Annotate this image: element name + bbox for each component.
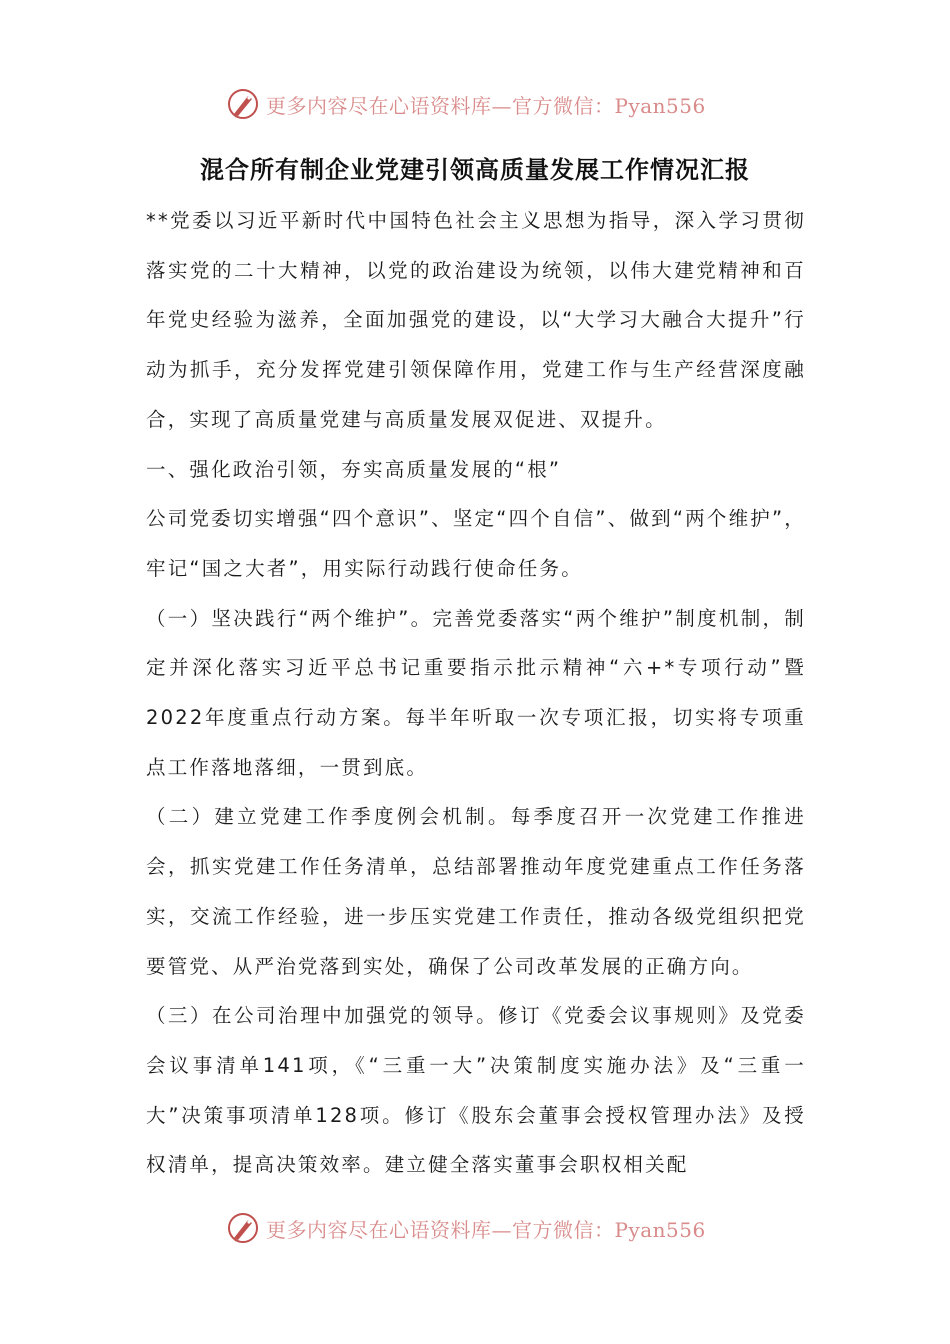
document-title: 混合所有制企业党建引领高质量发展工作情况汇报 [200, 156, 750, 184]
item-paragraph-2: （二）建立党建工作季度例会机制。每季度召开一次党建工作推进会，抓实党建工作任务清单，总结部署推动年度党建重点工作任务落实，交流工作经验，进一步压实党建工作责任，推动各级党组织把党要管党、从严治党落到实处，确保了公司改革发展的正确方向。 [146, 805, 806, 978]
document-body [146, 196, 806, 1190]
watermark-banner-bottom [226, 1206, 746, 1250]
pen-nib-circle-icon [226, 87, 260, 121]
section-heading: 一、强化政治引领，夯实高质量发展的“根” [146, 457, 562, 481]
item-paragraph-3: （三）在公司治理中加强党的领导。修订《党委会议事规则》及党委会议事清单141项，《“三重一大”决策制度实施办法》及“三重一大”决策事项清单128项。修订《股东会董事会授权管理办法》及授权清单，提高决策效率。建立健全落实董事会职权相关配 [146, 1004, 806, 1177]
item-paragraph-1: （一）坚决践行“两个维护”。完善党委落实“两个维护”制度机制，制定并深化落实习近平总书记重要指示批示精神“六+*专项行动”暨2022年度重点行动方案。每半年听取一次专项汇报，切实将专项重点工作落地落细，一贯到底。 [146, 606, 806, 779]
pen-nib-circle-icon [226, 1211, 260, 1245]
section-paragraph: 公司党委切实增强“四个意识”、坚定“四个自信”、做到“两个维护”，牢记“国之大者”，用实际行动践行使命任务。 [146, 507, 806, 580]
intro-paragraph: **党委以习近平新时代中国特色社会主义思想为指导，深入学习贯彻落实党的二十大精神，以党的政治建设为统领，以伟大建党精神和百年党史经验为滋养，全面加强党的建设，以“大学习大融合大提升”行动为抓手，充分发挥党建引领保障作用，党建工作与生产经营深度融合，实现了高质量党建与高质量发展双促进、双提升。 [146, 209, 806, 431]
watermark-text: 更多内容尽在心语资料库—官方微信：Pyan556 [266, 93, 706, 118]
watermark-banner-top [226, 82, 746, 126]
watermark-text: 更多内容尽在心语资料库—官方微信：Pyan556 [266, 1217, 706, 1242]
